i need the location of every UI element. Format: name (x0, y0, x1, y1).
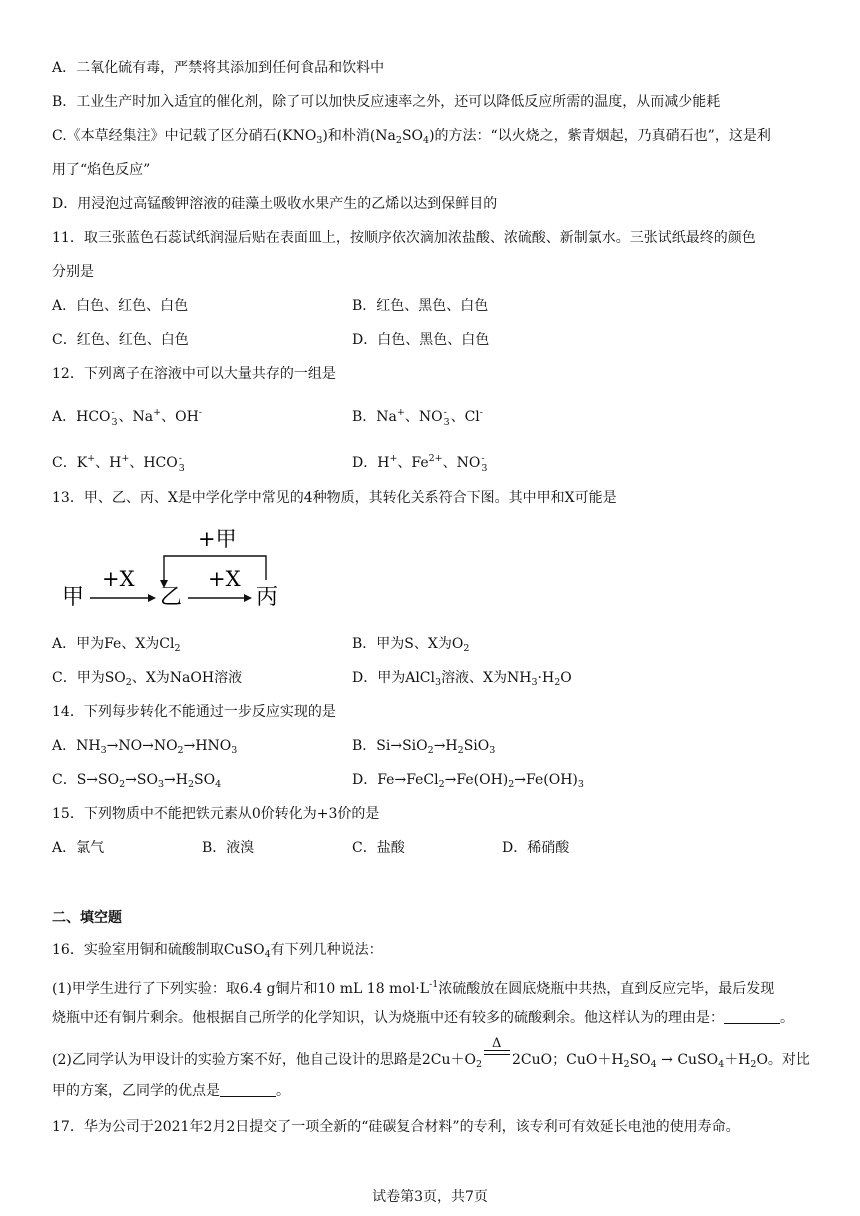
q11-option-d: D．白色、黑色、白色 (352, 332, 490, 348)
q11-option-b: B．红色、黑色、白色 (352, 298, 489, 314)
q16-part2: (2)乙同学认为甲设计的实验方案不好，他自己设计的思路是$2Cu+O_2$ Δ 2CuO；$CuO+H_2SO_4$ → $CuSO_4+H_2O$。对比 (52, 1036, 810, 1070)
q12-option-b: B．Na+、NO - 3 、Cl- (352, 407, 484, 428)
answer-blank-1[interactable] (724, 1009, 780, 1024)
q14-option-d: D．$Fe\to FeCl_2\to Fe(OH)_2\to Fe(OH)_3$ (352, 772, 584, 790)
q13-stem: 13．甲、乙、丙、X是中学化学中常见的4种物质，其转化关系符合下图。其中甲和X可能是 (52, 490, 617, 506)
q14-option-b: B．$Si\to SiO_2\to H_2SiO_3$ (352, 738, 496, 756)
q11-stem: 11．取三张蓝色石蕊试纸润湿后贴在表面皿上，按顺序依次滴加浓盐酸、浓硫酸、新制氯水。三张试纸最终的颜色 (52, 230, 756, 246)
q13-conversion-diagram (52, 522, 312, 614)
q10-option-b: B．工业生产时加入适宜的催化剂，除了可以加快反应速率之外，还可以降低反应所需的温度，从而减少能耗 (52, 94, 721, 110)
q11-option-a: A．白色、红色、白色 (52, 298, 189, 314)
q15-option-d: D．稀硝酸 (502, 840, 570, 856)
q12-option-a: A．HCO - 3 、Na+、OH- (52, 407, 202, 428)
q10-option-d: D．用浸泡过高锰酸钾溶液的硅藻土吸收水果产生的乙烯以达到保鲜目的 (52, 196, 498, 212)
q12-option-d: D．H+、$Fe^{2+}$、NO - 3 (352, 453, 488, 474)
q14-stem: 14．下列每步转化不能通过一步反应实现的是 (52, 704, 336, 720)
q11-stem-cont: 分别是 (52, 264, 94, 280)
q12-stem: 12．下列离子在溶液中可以大量共存的一组是 (52, 366, 336, 382)
diagram-label-x1: +X (102, 567, 135, 591)
page-footer: 试卷第3页，共7页 (372, 1189, 488, 1205)
q15-stem: 15．下列物质中不能把铁元素从0价转化为+3价的是 (52, 806, 380, 822)
q11-option-c: C．红色、红色、白色 (52, 332, 189, 348)
q12-option-c: C．K+、H+、HCO - 3 (52, 453, 185, 474)
q15-option-a: A．氯气 (52, 840, 105, 856)
q10-option-a: A．二氧化硫有毒，严禁将其添加到任何食品和饮料中 (52, 60, 385, 76)
q15-option-c: C．盐酸 (352, 840, 405, 856)
q16-part1-cont: 烧瓶中还有铜片剩余。他根据自己所学的化学知识，认为烧瓶中还有较多的硫酸剩余。他这样认为的理由是： 。 (52, 1010, 794, 1026)
diagram-node-yi: 乙 (160, 585, 183, 610)
q13-option-c: C．甲为$SO_2$、X为NaOH溶液 (52, 670, 243, 688)
q13-option-b: B．甲为S、X为$O_2$ (352, 636, 470, 654)
q14-option-a: A．$NH_3\to NO\to NO_2\to HNO_3$ (52, 738, 238, 756)
diagram-node-jia: 甲 (62, 585, 85, 610)
q13-option-a: A．甲为Fe、X为$Cl_2$ (52, 636, 181, 654)
q17-stem: 17．华为公司于2021年2月2日提交了一项全新的“硅碳复合材料”的专利，该专利可有效延长电池的使用寿命。 (52, 1119, 740, 1135)
diagram-node-bing: 丙 (256, 585, 279, 610)
section-heading: 二、填空题 (52, 910, 122, 926)
q13-option-d: D．甲为AlCl$_3$溶液、X为$NH_3\cdot H_2O$ (352, 670, 572, 688)
answer-blank-2[interactable] (220, 1082, 276, 1097)
q16-stem: 16．实验室用铜和硫酸制取CuSO$_4$有下列几种说法： (52, 942, 383, 960)
q10-option-c: C.《本草经集注》中记载了区分硝石$(KNO_3)$和朴消$(Na_2SO_4)$的方法：“以火烧之，紫青烟起，乃真硝石也”，这是利 (52, 128, 771, 146)
q16-part1: (1)甲学生进行了下列实验：取6.4 g铜片和10 mL 18 $mol\cdot L^{-1}$浓硫酸放在圆底烧瓶中共热，直到反应完毕，最后发现 (52, 979, 775, 997)
q16-part2-cont: 甲的方案，乙同学的优点是 。 (52, 1083, 290, 1099)
q14-option-c: C．$S\to SO_2\to SO_3\to H_2SO_4$ (52, 772, 222, 790)
q10-option-c-cont: 用了“焰色反应” (52, 162, 151, 178)
q15-option-b: B．液溴 (202, 840, 255, 856)
diagram-label-x2: +X (208, 567, 241, 591)
diagram-label-feedback: +甲 (198, 527, 237, 551)
heat-condition-mark: Δ (482, 1046, 512, 1064)
